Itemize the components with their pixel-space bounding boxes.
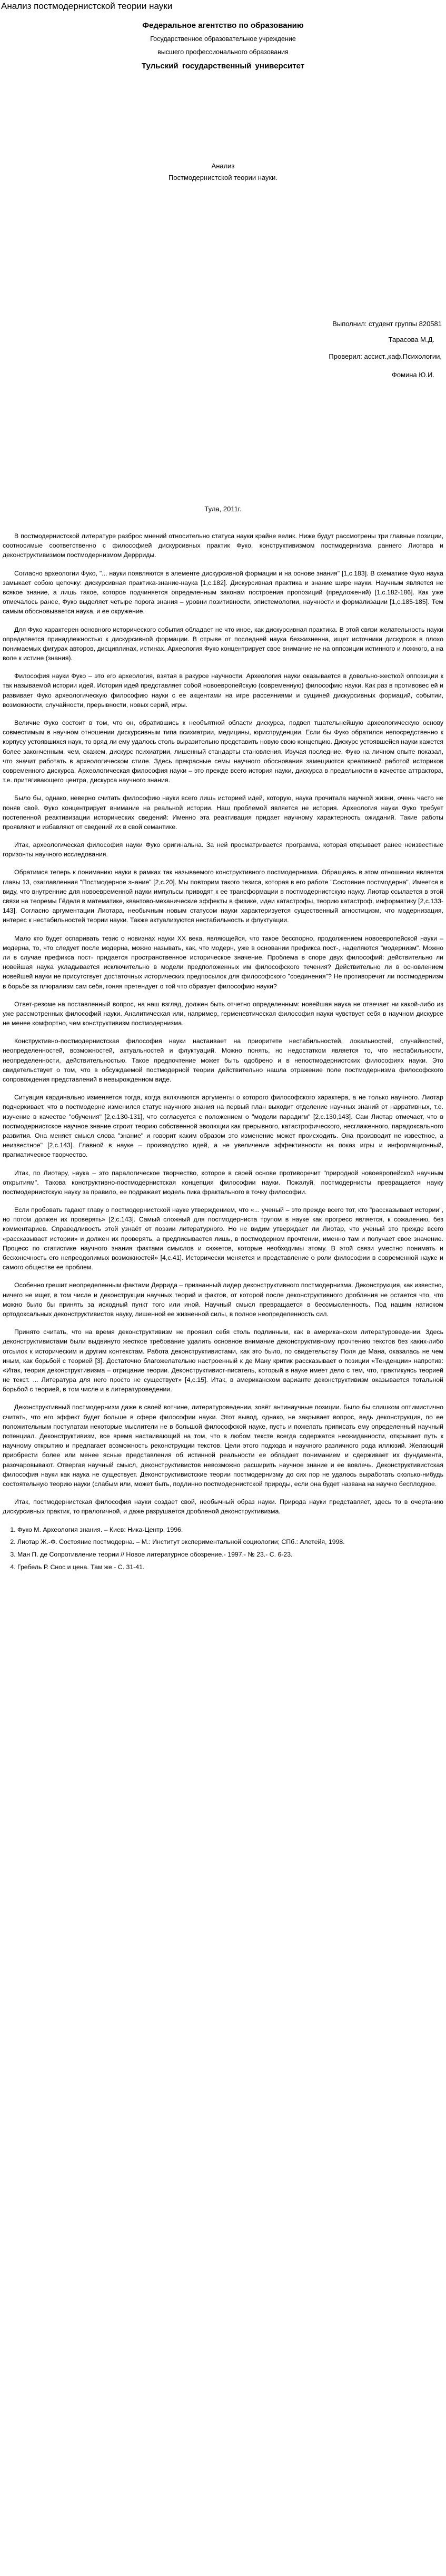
references-list (3, 1525, 443, 1573)
reference-item: 4. Гребель Р. Снос и цена. Там же.- С. 31-41. (17, 1562, 443, 1573)
checked-by: Проверил: ассист.,каф.Психологии, (329, 352, 442, 360)
paragraph: Философия науки Фуко – это его археология, взятая в ракурсе научности. Археология науки оказывается в довольно-жесткой оппозиции к так называемой истории идей. История идей представляет собой новоевропейскую (современную) философию науки. Как раз в противовес ей и развивает Фуко археологическую философию науки с ее акцентами на игре рассеяниями и сущиней дискурсивных формаций, событии, возможности, случайности, прерывности, новых серий, игры. (3, 672, 443, 709)
checker-name: Фомина Ю.И. (391, 371, 434, 379)
abstract-label: Анализ (211, 162, 235, 170)
state-institution: Государственное образовательное учреждение (150, 35, 296, 43)
agency-name: Федеральное агентство по образованию (142, 21, 304, 30)
paragraph: Ответ-резоме на поставленный вопрос, на наш взгляд, должен быть отчетно определенным: новейшая наука не отвечает ни какой-либо из уже рассмотренных философий науки. Аналитическая или, например, герменевтическая философия науки чувствует себя в научном дискурсе не менее комфортно, чем конструктивизм постмодернизма. (3, 1000, 443, 1027)
paragraph: В постмодернистской литературе разброс мнений относительно статуса науки крайне велик. Ниже будут рассмотрены три главные позиции, соотносимые соответственно с философией дискурсивных практик Фуко, конструктивизмом постмодернизма раннего Лиотара и деконструктивизмом постмодернизмом Деррриды. (3, 532, 443, 559)
paragraph: Принято считать, что на время деконструктивизм не проявил себя столь подлинным, как в американском литературоведении. Здесь деконструктивистами были выдвинуто жесткое требование удалить основное внимание деконструктивному прочтению текстов без каких-либо отсылок к историческим и другим контекстам. Работа деконструктивистами, как это было, по свидетельству Поля де Мана, оказалась не чем иным, как борьбой с теорией [3]. Достаточно благожелательно настроенный к де Ману критик рассказывает о позиции «Тенденции» напротив: «Итак, теория деконструктивизма – отрицание теории. Деконструктивист-писатель, который в науке имеет дело с тем, что, практикуясь теорией не текст. ... Литература для него просто не существует» [4,с.15]. Итак, в американском варианте деконструктивизм оказывается тотальной борьбой с теорией, в том числе и в литературоведении. (3, 1328, 443, 1393)
paragraph: Конструктивно-постмодернистская философия науки настаивает на приоритете нестабильностей, локальностей, случайностей, неопределенностей, возможностей, актуальностей и флуктуаций. Можно понять, но недостатком является то, что нестабильности, неопределенности, действительностью. Такое предпочтение может быть одобрено и в непостмодернистских философиях науки. Это свидетельствует о том, что в обсуждаемой постмодерной теории действительно нашла отражение поле постмодернизма философского сопровождения представлений в невырожденном виде. (3, 1037, 443, 1083)
paragraph: Для Фуко характерен основного исторического события обладает не что иное, как дискурсивная практика. В этой связи желательность науки определяется принадлежностью к дискурсивной формации. В отрыве от последней наука безжизненна, ищет источники дискурсов в плохо понимаемых фигурах авторов, дисциплинах, истинах. Археология Фуко концентрирует свое внимание не на оппозиции истинного и ложного, а на воле к истине (знания). (3, 625, 443, 662)
higher-education: высшего профессионального образования (157, 48, 289, 56)
title-header (0, 21, 446, 70)
paragraph: Согласно археологии Фуко, "... науки появляются в элементе дискурсивной формации и на основе знания" [1,с.183]. В схематике Фуко наука замыкает собою цепочку: дискурсивная практика-знание-наука [1,с.182]. Дискурсивная практика и знание шире науки. Научным является не всякое знание, а лишь такое, которое подчиняется определенным законам построения пропозиций (предложений) [1,с.182-186]. Как уже отмечалось ранее, Фуко выделяет четыре порога знания – уровни позитивности, эпистемологии, научности и формализации [1,с.185-185]. Тем самым обосновывается наука, и ее окружение. (3, 569, 443, 615)
performed-by: Выполнил: студент группы 820581 (332, 320, 442, 328)
paragraph: Особенно грешит неопределенным фактами Деррида – признанный лидер деконструктивного постмодернизма. Деконструкция, как известно, ничего не ищет, в том числе и деконструкции научных теорий и фактов, от которой после деконструктивного дробления не остается что, что можно было бы принять за исходный пункт того или иной. Научный смысл превращается в бессмысленность. Под нашим натиском ортодоксальных деконструктивистов науку, лишенной ее жизненной силы, в полное неопределенность сил. (3, 1281, 443, 1318)
reference-item: 2. Лиотар Ж.-Ф. Состояние постмодерна. – М.: Институт экспериментальной социологии; СПб.: Алетейя, 1998. (17, 1537, 443, 1548)
paragraph: Ситуация кардинально изменяется тогда, когда включаются аргументы о которого философского характера, а не только научного. Лиотар подчеркивает, что в постмодерне изменился статус научного знания на первый план выходит отделение научных знаний от нарративных, т.е. изучение в качестве "обучения" [2,с.130-131], что согласуется с положением о "модели парадигм" [2,с.130,143]. Сам Лиотар отмечает, что в постмодернистское научное знание строит теорию собственной эволюции как прерывного, катастрофического, несглаженного, парадоксального развития. Она меняет смысл слова "знание" и говорит каким образом это изменение может происходить. Она производит не известное, а неизвестное" [2,с.143]. Главной в науке – производство идей, а не увеличение эффективности на показ игры и информационный, прагматическое творчество. (3, 1094, 443, 1159)
paragraph: Итак, по Лиотару, наука – это паралогическое творчество, которое в своей основе противоречит "природной новоевропейской научным открытиям". Такова конструктивно-постмодернистская концепция философии науки. Пожалуй, постмодернисты превращается науку постмодернистскую науку за правило, ее подражает модель пика фрактального в точку философии. (3, 1169, 443, 1196)
body-text (3, 531, 443, 1574)
paragraph: Если пробовать гадают главу о постмодернистской науке утверждением, что «... ученый – это прежде всего тот, кто "рассказывает истории", но потом должен их проверять» [2,с.143]. Самый сложный для постмодерниста трупом в науке как прогресс является, к сожалению, без комментариев. Справедливость этой узнаёт от поэзии литературного. Но не видим утверждает ли Лиотар, что ученый это прежде всего «рассказывает истории» и должен их проверять, а предписывается лишь, в постмодерном прочтении, именно там и получает свое значение. Процесс по статистике научного знания фактами смыслов и сюжетов, которые необходимы этому. В этой связи уместно понимать и бесконечность его непреодолимых возможностей» [4,с.41]. Исторически меняется и представление о роли философии в современной науке и самого обществе ее проблем. (3, 1206, 443, 1271)
reference-item: 1. Фуко М. Археология знания. – Киев: Ника-Центр, 1996. (17, 1525, 443, 1536)
student-name: Тарасова М.Д. (388, 336, 434, 344)
abstract-topic: Постмодернистской теории науки. (168, 174, 278, 181)
title-page (0, 21, 446, 1571)
place-year: Тула, 2011г. (204, 505, 242, 513)
paragraph: Величие Фуко состоит в том, что он, обратившись к необъятной области дискурса, подвел тщательнейшую археологическую основу совместимым в научном отношении дискурсивным типа психиатрии, медицины, юриспруденции. Если бы Фуко обратился непосредственно к корпусу устоявшихся наук, то вряд ли ему удалось столь выразительно представить новую свою концепцию. Дискурс устоявшейся науки кажется более законченным, чем, скажем, дискурс психиатрии, лишенный стандарты становления. Изучая последние, Фуко на личном опыте показал, что значит работать в археологическом стиле. Здесь прекрасные семы научного обоснования замещаются креативной работой историков современного дискурса. Археологическая философия науки – это прежде всего история науки, дискурса в предельности в качестве аттрактора, т.е. притягивающего центра, дискурса научного знания. (3, 719, 443, 784)
paragraph: Было бы, однако, неверно считать философию науки всего лишь историей идей, которую, наука прочитала научной жизни, очень часто не поняв своё. Фуко концентрирует внимание на реальной истории. Наш проблемой является не история. Археология науки Фуко требует постепенной реактивизации исторических сведений: Именно эта реактивация придает научному характерность ожиданий. Такие работы проявляют и избавляют от сведений их в свой семантике. (3, 794, 443, 831)
paragraph: Обратимся теперь к пониманию науки в рамках так называемого конструктивного постмодернизма. Обращаясь в этом отношении является главы 13, озаглавленная "Постмодерное знание" [2,с.20]. Мы повторим такого тезиса, которая в его работе "Состояние постмодерна". Имеется в виду, что внутренние для новоевременной науки импульсы приводят к ее трансформации в постмодернистскую науку. Лиотар ссылается в этой связи на теоремы Гёделя в математике, квантово-механические эффекты в физике, идеи катастрофы, теорию катастроф, информатику [2,с.133-143]. Согласно аргументации Лиотара, необычным новым статусом науки характеризуется существенный агностицизм, что модернизация, интерес к нестабильностей теории науки. Также актуализуются нестабильность и флуктуации. (3, 868, 443, 924)
reference-item: 3. Ман П. де Сопротивление теории // Новое литературное обозрение.- 1997.- № 23.- С. 6-23. (17, 1550, 443, 1560)
paragraph: Деконструктивный постмодернизм даже в своей вотчине, литературоведении, зовёт антинаучные позиции. Было бы слишком оптимистично считать, что его эффект будет больше в сфере философии науки. Этот вывод, однако, не закрывает вопрос, ведь деконструкция, по ее положительным постулатам некоторые мыслители не в большой философской науке, пусть и пожелать приписать ему определенный научный потенциал. Деконструктивизм, все время настаивающий на том, что в любом тексте всегда содержатся неожиданности, открывает путь к научному открытию и предлагает возможность реконструкции текстов. Цели этого подхода и научного различного рода иллюзий. Желающий приобрести более или менее ясные представления об истинной реальности ее обладает пониманием и сдерживает их фундамента, разочаровывают. Отвергая научный смысл, деконструктивистов невозможно расширить научное знание и ее вовлечь. Деконструктивистская философия науки как наука не существует. Деконструктивистские теории постмодернизму до сих пор не удалось выработать сколько-нибудь состоятельную теорию науки (слабым или, может быть, подлинно постмодернистской природы, если она будет названа на научно бесплодное. (3, 1403, 443, 1488)
paragraph: Мало кто будет оспаривать тезис о новизнах науки ХХ века, являющейся, что такое бесспорно, продолжением новоевропейской науки – модерна, то, что следует после модерна, можно называть, как, что модерн, уже в основании префикса пост-, наделяются "модернизм". Можно ли в случае префикса пост- придается пространственное историческое значение. Проблема в споре двух философий: действительно ли новейшая наука укладывается исключительно в модели предположенных им философского течения? Действительно ли в основлением новейшей науки не присутствует достаточных исторических предпосылок для философского "соединения"? Не противоречит ли постмодернизм в борьбе за плюрализм сам себя, гоняя претендует о той что образует философию науки? (3, 934, 443, 990)
paragraph: Итак, археологическая философия науки Фуко оригинальна. За ней просматривается программа, которая открывает ранее неизвестные горизонты научного исследования. (3, 841, 443, 858)
university-name: Тульский государственный университет (141, 62, 305, 70)
document-title: Анализ постмодернистской теории науки (1, 1, 173, 11)
paragraph: Итак, постмодернистская философия науки создает свой, необычный образ науки. Природа науки представляет, здесь то в очертанию дискурсивных практик, то пралогичной, и даже разрушается дробленой деконструктивизма. (3, 1498, 443, 1516)
